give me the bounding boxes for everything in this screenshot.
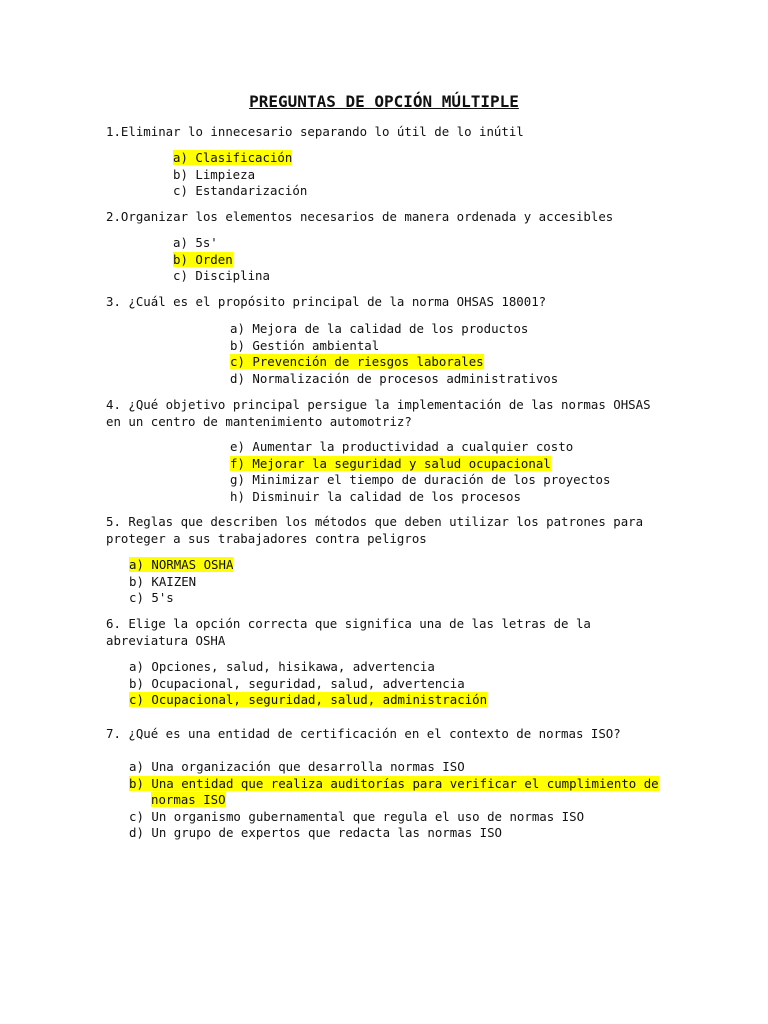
question-1-options — [173, 150, 307, 200]
option-label: c) Prevención de riesgos laborales — [230, 354, 484, 369]
question-2: 2.Organizar los elementos necesarios de manera ordenada y accesibles — [106, 209, 614, 224]
option-label: c) Disciplina — [173, 268, 270, 283]
option-3a — [230, 321, 558, 338]
option-label: d) Un grupo de expertos que redacta las normas ISO — [129, 825, 502, 840]
question-5-options — [129, 557, 233, 607]
question-2-options — [173, 235, 270, 285]
option-7d — [129, 825, 659, 842]
option-label: a) NORMAS OSHA — [129, 557, 234, 572]
option-4f — [230, 456, 610, 473]
option-label: b) Limpieza — [173, 166, 256, 182]
option-5a — [129, 557, 233, 574]
option-7b — [129, 776, 659, 809]
option-label: g) Minimizar el tiempo de duración de los proyectos — [230, 472, 611, 487]
question-4-options — [230, 439, 610, 505]
option-2c — [173, 268, 270, 285]
option-3d — [230, 371, 558, 388]
option-5c — [129, 590, 233, 607]
option-label: b) Gestión ambiental — [230, 337, 380, 353]
option-2b — [173, 252, 270, 269]
option-4g — [230, 472, 610, 489]
option-label: a) Opciones, salud, hisikawa, advertencia — [129, 659, 435, 674]
option-7c — [129, 809, 659, 826]
question-7: 7. ¿Qué es una entidad de certificación en el contexto de normas ISO? — [106, 726, 621, 741]
question-3-options — [230, 321, 558, 387]
question-5: 5. Reglas que describen los métodos que deben utilizar los patrones para proteger a sus trabajadores contra peligros — [106, 514, 644, 546]
option-2a — [173, 235, 270, 252]
option-label: a) Mejora de la calidad de los productos — [230, 321, 529, 336]
option-6c — [129, 692, 487, 709]
option-label: a) Clasificación — [173, 150, 293, 165]
question-4: 4. ¿Qué objetivo principal persigue la implementación de las normas OHSAS en un centro de mantenimiento automotriz? — [106, 397, 651, 429]
option-label: c) 5's — [129, 590, 174, 605]
option-label: c) Estandarización — [173, 183, 308, 198]
option-label: a) Una organización que desarrolla normas ISO — [129, 759, 465, 774]
option-label: e) Aumentar la productividad a cualquier costo — [230, 439, 574, 454]
question-6-options — [129, 659, 487, 709]
page-title: PREGUNTAS DE OPCIÓN MÚLTIPLE — [249, 92, 519, 111]
option-label: c) Ocupacional, seguridad, salud, administración — [129, 692, 488, 707]
option-label: b) Orden — [173, 251, 233, 267]
option-3c — [230, 354, 558, 371]
option-label: b) Ocupacional, seguridad, salud, advertencia — [129, 675, 465, 691]
option-label: c) Un organismo gubernamental que regula el uso de normas ISO — [129, 808, 585, 824]
question-7-options — [129, 759, 659, 842]
question-1: 1.Eliminar lo innecesario separando lo útil de lo inútil — [106, 124, 524, 139]
option-7a — [129, 759, 659, 776]
option-label: d) Normalización de procesos administrativos — [230, 370, 559, 386]
question-6: 6. Elige la opción correcta que significa una de las letras de la abreviatura OSHA — [106, 616, 591, 648]
option-6a — [129, 659, 487, 676]
option-label: f) Mejorar la seguridad y salud ocupacional — [230, 455, 551, 471]
option-label: h) Disminuir la calidad de los procesos — [230, 488, 521, 504]
option-label: a) 5s' — [173, 235, 218, 250]
option-6b — [129, 676, 487, 693]
option-3b — [230, 338, 558, 355]
option-1a — [173, 150, 307, 167]
option-4e — [230, 439, 610, 456]
option-1b — [173, 167, 307, 184]
option-1c — [173, 183, 307, 200]
question-3: 3. ¿Cuál es el propósito principal de la norma OHSAS 18001? — [106, 294, 547, 309]
option-5b — [129, 574, 233, 591]
option-label: b) Una entidad que realiza auditorías para verificar el cumplimiento de normas ISO — [129, 775, 659, 807]
option-4h — [230, 489, 610, 506]
option-label: b) KAIZEN — [129, 573, 197, 589]
